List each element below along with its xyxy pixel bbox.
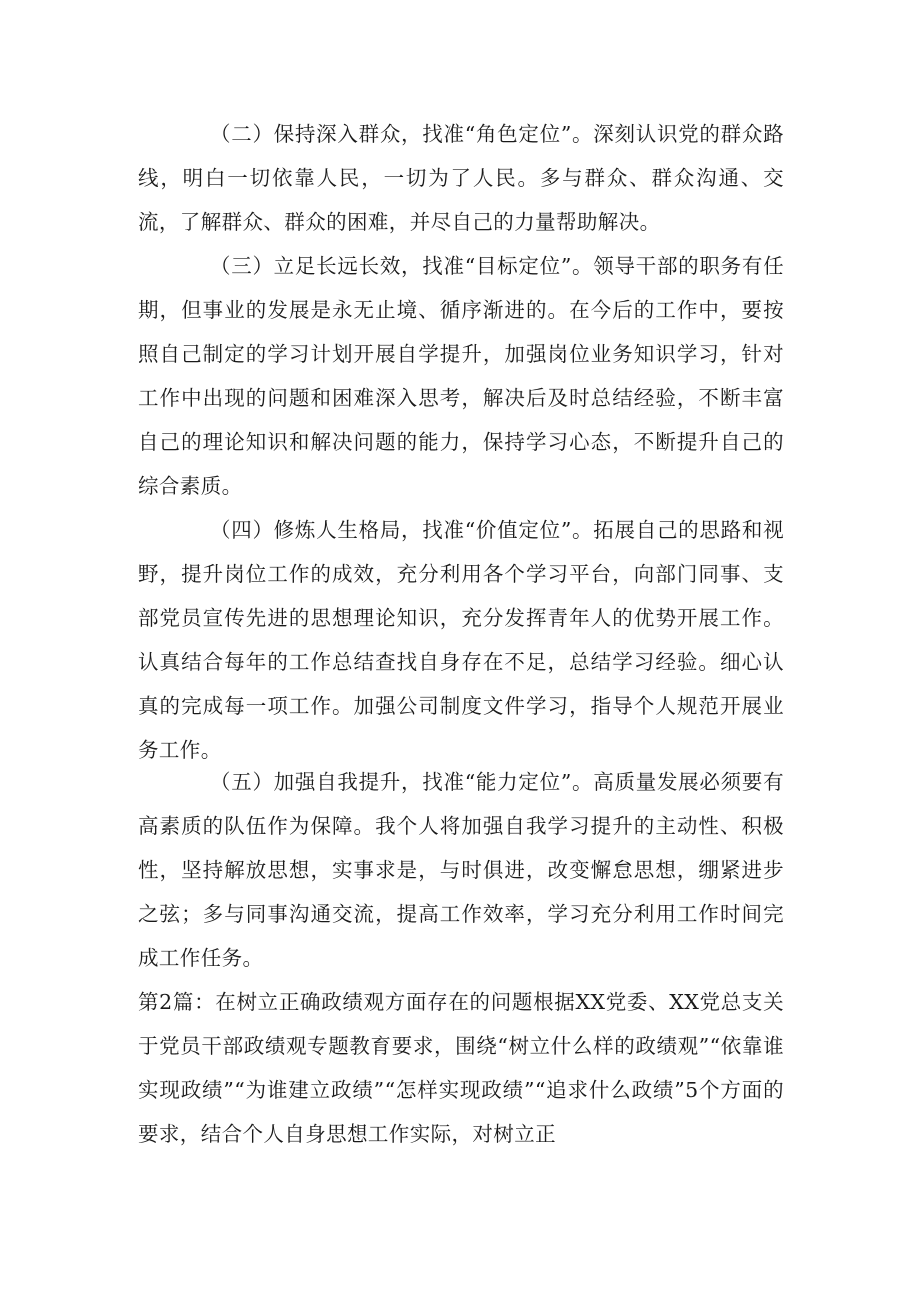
paragraph-4: （四）修炼人生格局，找准“价值定位”。拓展自己的思路和视野，提升岗位工作的成效，充分利用各个学习平台，向部门同事、支部党员宣传先进的思想理论知识，充分发挥青年人的优势开展工作。认真结合每年的工作总结查找自身存在不足，总结学习经验。细心认真的完成每一项工作。加强公司制度文件学习，指导个人规范开展业务工作。 — [138, 518, 784, 762]
paragraph-5: （五）加强自我提升，找准“能力定位”。高质量发展必须要有高素质的队伍作为保障。我个人将加强自我学习提升的主动性、积极性，坚持解放思想，实事求是，与时俱进，改变懈怠思想，绷紧进步之弦；多与同事沟通交流，提高工作效率，学习充分利用工作时间完成工作任务。 — [138, 770, 784, 970]
section-heading-part-2: 第2篇：在树立正确政绩观方面存在的问题根据XX党委、XX党总支关于党员干部政绩观专题教育要求，围绕“树立什么样的政绩观”“依靠谁实现政绩”“为谁建立政绩”“怎样实现政绩”“追求什么政绩”5个方面的要求，结合个人自身思想工作实际，对树立正 — [138, 990, 784, 1146]
paragraph-2: （二）保持深入群众，找准“角色定位”。深刻认识党的群众路线，明白一切依靠人民，一切为了人民。多与群众、群众沟通、交流，了解群众、群众的困难，并尽自己的力量帮助解决。 — [138, 122, 784, 234]
paragraph-3: （三）立足长远长效，找准“目标定位”。领导干部的职务有任期，但事业的发展是永无止境、循序渐进的。在今后的工作中，要按照自己制定的学习计划开展自学提升，加强岗位业务知识学习，针对工作中出现的问题和困难深入思考，解决后及时总结经验，不断丰富自己的理论知识和解决问题的能力，保持学习心态，不断提升自己的综合素质。 — [138, 254, 784, 498]
